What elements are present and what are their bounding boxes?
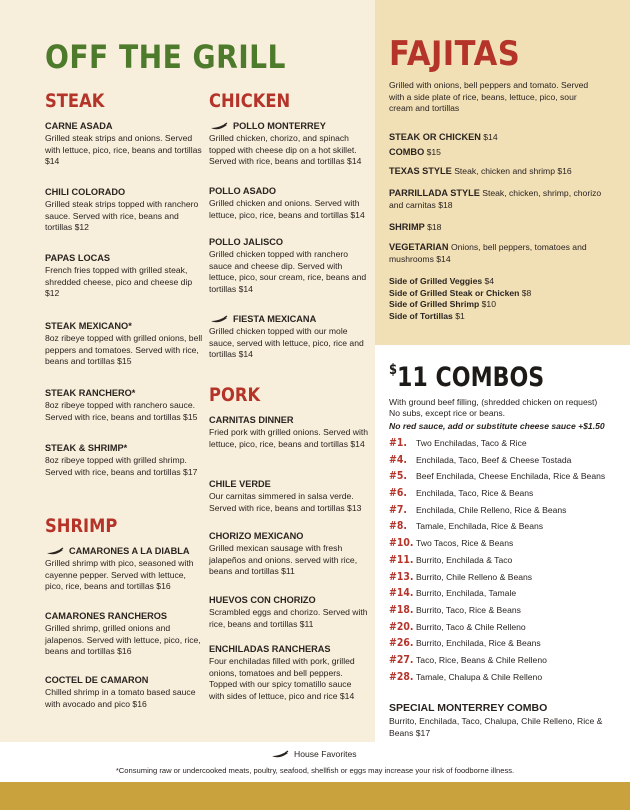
menu-item xyxy=(45,252,205,300)
item-price: $14 xyxy=(436,253,451,264)
combo-number: #27. xyxy=(389,652,414,666)
combo-row xyxy=(389,586,619,603)
combo-row xyxy=(389,553,619,570)
menu-item xyxy=(45,442,205,478)
combos-title-text: 11 COMBOS xyxy=(396,362,545,393)
item-name: STEAK & SHRIMP* xyxy=(45,443,128,453)
item-name: CARNE ASADA xyxy=(45,121,113,131)
combo-description: Two Enchiladas, Taco & Rice xyxy=(416,438,527,448)
combo-number: #7. xyxy=(389,502,407,516)
fajita-item xyxy=(389,166,604,178)
menu-item xyxy=(209,478,369,514)
item-description: 8oz ribeye topped with ranchero sauce. Served with rice, beans and tortillas $15 xyxy=(45,400,198,422)
fajita-item xyxy=(389,222,604,234)
combo-row xyxy=(389,453,619,470)
combo-list xyxy=(389,436,619,686)
item-name: POLLO MONTERREY xyxy=(233,121,326,131)
combo-number: #8. xyxy=(389,519,407,533)
item-name: PARRILLADA STYLE xyxy=(389,188,480,198)
item-description: Steak, chicken and shrimp xyxy=(454,166,555,176)
side-name: Side of Tortillas xyxy=(389,310,453,321)
side-item xyxy=(389,276,531,288)
item-name: VEGETARIAN xyxy=(389,242,449,252)
item-name: HUEVOS CON CHORIZO xyxy=(209,595,316,605)
combo-row xyxy=(389,503,619,520)
combo-number: #1. xyxy=(389,436,407,449)
item-description: Scrambled eggs and chorizo. Served with rice, beans and tortillas $11 xyxy=(209,607,368,629)
menu-item xyxy=(45,186,205,234)
combo-number: #20. xyxy=(389,619,414,633)
item-price: $15 xyxy=(426,147,441,157)
bottom-bar xyxy=(0,782,630,810)
pork-heading: PORK xyxy=(209,384,261,406)
combo-row xyxy=(389,636,619,653)
item-name: STEAK MEXICANO* xyxy=(45,321,132,331)
item-name: CHILI COLORADO xyxy=(45,187,126,197)
side-price: $8 xyxy=(521,287,532,298)
combo-number: #14. xyxy=(389,586,414,600)
combo-description: Beef Enchilada, Cheese Enchilada, Rice & Beans xyxy=(416,471,606,482)
combo-number: #10. xyxy=(389,536,414,550)
menu-item xyxy=(209,530,369,578)
item-description: Onions, bell peppers, tomatoes and mushrooms xyxy=(389,242,587,264)
combos-title xyxy=(389,362,544,393)
item-description: Four enchiladas filled with pork, grilled onions, tomatoes and bell peppers. Topped with our spicy tomatillo sauce with sides of lettuce, pico and rice $14 xyxy=(209,656,355,701)
combo-description: Taco, Rice, Beans & Chile Relleno xyxy=(416,654,547,665)
combo-number: #28. xyxy=(389,669,414,683)
combos-italic-note: No red sauce, add or substitute cheese sauce +$1.50 xyxy=(389,421,605,431)
chili-pepper-icon xyxy=(209,315,229,324)
combo-row xyxy=(389,670,619,687)
disclaimer: *Consuming raw or undercooked meats, poultry, seafood, shellfish or eggs may increase your risk of foodborne illness. xyxy=(115,766,515,775)
combos-title-dollar: $ xyxy=(389,362,397,378)
combo-row xyxy=(389,536,619,553)
menu-item xyxy=(45,545,205,593)
item-description: Grilled chicken and onions. Served with lettuce, pico, rice, beans and tortillas $14 xyxy=(209,198,365,220)
item-description: French fries topped with grilled steak, shredded cheese, pico and cheese dip $12 xyxy=(45,265,193,299)
menu-item xyxy=(209,236,369,295)
combo-description: Burrito, Enchilada, Tamale xyxy=(416,588,517,599)
side-item xyxy=(389,288,531,300)
menu-item xyxy=(209,414,369,450)
combo-row xyxy=(389,469,619,486)
special-combo-description: Burrito, Enchilada, Taco, Chalupa, Chile Relleno, Rice & Beans $17 xyxy=(389,716,603,738)
combo-description: Burrito, Enchilada, Rice & Beans xyxy=(416,638,541,649)
item-name: SHRIMP xyxy=(389,222,425,232)
footer xyxy=(0,742,630,782)
fajita-item xyxy=(389,147,604,159)
side-name: Side of Grilled Shrimp xyxy=(389,299,480,310)
side-name: Side of Grilled Veggies xyxy=(389,276,483,286)
menu-item xyxy=(45,610,205,658)
side-name: Side of Grilled Steak or Chicken xyxy=(389,287,520,298)
item-description: 8oz ribeye topped with grilled shrimp. Served with rice, beans and tortillas $17 xyxy=(45,455,198,477)
item-name: COCTEL DE CAMARON xyxy=(45,675,149,685)
combo-description: Tamale, Enchilada, Rice & Beans xyxy=(416,521,544,532)
chili-pepper-icon xyxy=(209,122,229,131)
item-description: 8oz ribeye topped with grilled onions, bell peppers and tomatoes. Served with rice, beans and tortillas $15 xyxy=(45,333,203,367)
combo-description: Enchilada, Taco, Beef & Cheese Tostada xyxy=(416,454,572,465)
item-description: Grilled mexican sausage with fresh jalapeños and onions. served with rice, beans and tortillas $11 xyxy=(209,543,358,577)
item-name: STEAK RANCHERO* xyxy=(45,388,136,398)
item-name: STEAK OR CHICKEN xyxy=(389,132,481,142)
steak-heading: STEAK xyxy=(45,90,105,112)
item-description: Grilled steak strips topped with ranchero sauce. Served with rice, beans and tortillas $12 xyxy=(45,199,199,233)
item-price: $18 xyxy=(427,222,442,232)
menu-item xyxy=(209,313,369,361)
item-name: ENCHILADAS RANCHERAS xyxy=(209,644,331,654)
combo-description: Burrito, Taco & Chile Relleno xyxy=(416,621,526,632)
combo-row xyxy=(389,570,619,587)
fajita-item xyxy=(389,242,604,265)
combo-description: Burrito, Taco, Rice & Beans xyxy=(416,604,521,615)
combo-row xyxy=(389,603,619,620)
item-description: Chilled shrimp in a tomato based sauce with avocado and pico $16 xyxy=(45,687,196,709)
fajitas-intro: Grilled with onions, bell peppers and tomato. Served with a side plate of rice, beans, lettuce, pico, sour cream and tortillas xyxy=(389,80,589,114)
combo-number: #6. xyxy=(389,486,407,500)
menu-item xyxy=(45,674,205,710)
side-item xyxy=(389,299,531,311)
menu-item xyxy=(45,387,205,423)
combo-number: #18. xyxy=(389,602,414,616)
special-combo-title: SPECIAL MONTERREY COMBO xyxy=(389,702,548,714)
item-name: CHILE VERDE xyxy=(209,479,271,489)
menu-item xyxy=(45,320,205,368)
chicken-heading: CHICKEN xyxy=(209,90,291,112)
item-description: Grilled shrimp with pico, seasoned with cayenne pepper. Served with lettuce, pico, rice, beans and tortillas $16 xyxy=(45,558,194,592)
item-name: CAMARONES A LA DIABLA xyxy=(69,546,190,556)
combo-row xyxy=(389,620,619,637)
side-price: $4 xyxy=(484,276,495,286)
item-description: Steak, chicken, shrimp, chorizo and carnitas xyxy=(389,188,602,210)
item-name: CHORIZO MEXICANO xyxy=(209,531,304,541)
item-description: Grilled chicken topped with our mole sauce, served with lettuce, pico, rice and tortillas $14 xyxy=(209,326,364,360)
item-description: Our carnitas simmered in salsa verde. Served with rice, beans and tortillas $13 xyxy=(209,491,362,513)
item-name: POLLO JALISCO xyxy=(209,237,284,247)
combo-number: #11. xyxy=(389,552,414,566)
chili-pepper-icon xyxy=(45,547,65,556)
item-name: PAPAS LOCAS xyxy=(45,253,110,263)
combo-description: Enchilada, Taco, Rice & Beans xyxy=(416,488,534,499)
page-title: OFF THE GRILL xyxy=(45,38,286,76)
menu-item xyxy=(209,594,369,630)
shrimp-heading: SHRIMP xyxy=(45,515,118,537)
fajita-item xyxy=(389,132,604,144)
combo-number: #26. xyxy=(389,636,414,650)
favorites-legend xyxy=(270,749,357,759)
combo-description: Burrito, Enchilada & Taco xyxy=(416,554,513,565)
chili-pepper-icon xyxy=(270,750,290,759)
item-price: $18 xyxy=(438,199,453,210)
item-price: $16 xyxy=(557,166,572,176)
combo-description: Burrito, Chile Relleno & Beans xyxy=(416,571,533,582)
item-name: CARNITAS DINNER xyxy=(209,415,294,425)
combo-description: Two Tacos, Rice & Beans xyxy=(416,538,514,549)
menu-item xyxy=(209,120,369,168)
item-description: Grilled steak strips and onions. Served with lettuce, pico, rice, beans and tortillas $14 xyxy=(45,133,202,167)
combo-description: Tamale, Chalupa & Chile Relleno xyxy=(416,671,543,682)
fajita-sides xyxy=(389,276,531,322)
item-name: TEXAS STYLE xyxy=(389,166,452,176)
menu-item xyxy=(209,643,369,702)
combo-description: Enchilada, Chile Relleno, Rice & Beans xyxy=(416,504,567,515)
combo-row xyxy=(389,653,619,670)
item-name: FIESTA MEXICANA xyxy=(233,314,317,324)
combo-row xyxy=(389,436,619,453)
item-price: $14 xyxy=(483,132,498,142)
favorites-label: House Favorites xyxy=(294,749,357,759)
combos-note: With ground beef filling, (shredded chicken on request) No subs, except rice or beans. xyxy=(389,397,598,419)
item-description: Grilled chicken topped with ranchero sauce and cheese dip. Served with lettuce, pico, sour cream, rice, beans and tortillas $14 xyxy=(209,249,367,294)
side-price: $10 xyxy=(481,299,496,310)
item-description: Fried pork with grilled onions. Served with lettuce, pico, rice, beans and tortillas $14 xyxy=(209,427,369,449)
combo-row xyxy=(389,519,619,536)
side-price: $1 xyxy=(455,310,465,321)
combo-number: #13. xyxy=(389,569,414,583)
menu-item xyxy=(45,120,205,168)
item-name: POLLO ASADO xyxy=(209,186,277,196)
combo-row xyxy=(389,486,619,503)
item-description: Grilled shrimp, grilled onions and jalapenos. Served with lettuce, pico, rice, beans and tortillas $16 xyxy=(45,623,201,657)
side-item xyxy=(389,311,531,323)
fajitas-title: FAJITAS xyxy=(389,34,521,74)
item-name: CAMARONES RANCHEROS xyxy=(45,611,167,621)
combo-number: #4. xyxy=(389,452,407,466)
item-description: Grilled chicken, chorizo, and spinach topped with cheese dip on a hot skillet. Served with rice, beans and tortillas $14 xyxy=(209,133,362,167)
combo-number: #5. xyxy=(389,469,407,483)
fajita-item xyxy=(389,188,604,211)
item-name: COMBO xyxy=(389,147,425,157)
menu-item xyxy=(209,185,369,221)
